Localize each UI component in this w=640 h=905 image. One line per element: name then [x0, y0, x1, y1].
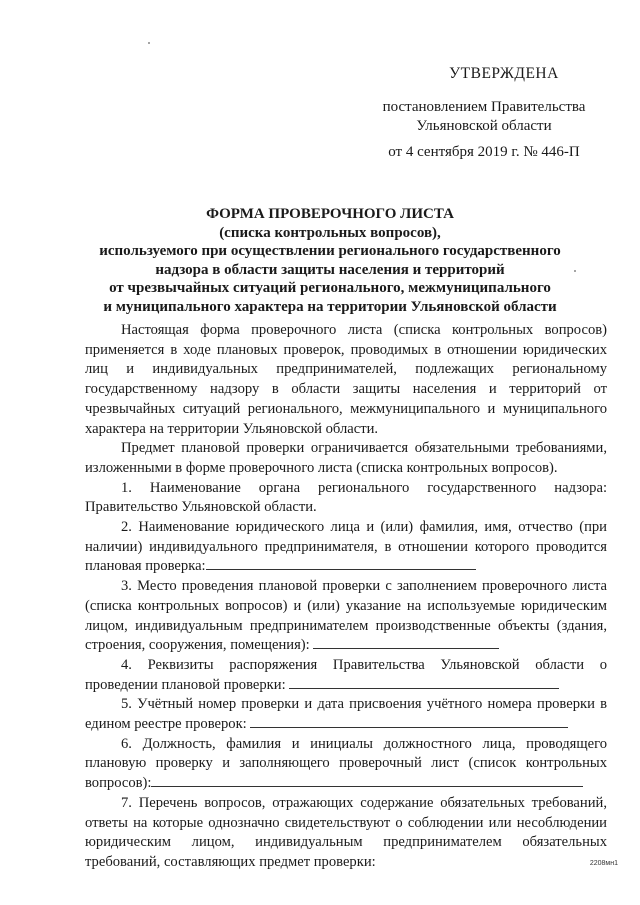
- intro-paragraph: [85, 321, 607, 439]
- approval-region: Ульяновской области: [416, 118, 552, 134]
- intro-text: Настоящая форма проверочного листа (списка контрольных вопросов) применяется в ходе плановых проверок, проводимых в отношении юридических лиц и индивидуальных предпринимателей, подлежащих региональному государственному надзору в области защиты населения и территорий от чрезвычайных ситуаций регионального, межмуниципального и муниципального характера на территории Ульяновской области.: [85, 322, 607, 437]
- item-2-text: 2. Наименование юридического лица и (или) фамилия, имя, отчество (при наличии) индивидуального предпринимателя, в отношении которого проводится плановая проверка:: [85, 519, 607, 575]
- document-title: [80, 205, 580, 317]
- item-1: [85, 479, 607, 518]
- subject-paragraph: [85, 439, 607, 478]
- item-6-fill-line: [151, 774, 583, 787]
- item-3-text: 3. Место проведения плановой проверки с заполнением проверочного листа (списка контрольных вопросов) и (или) указание на используемые юридическим лицом, индивидуальным предпринимателем производственные объекты (здания, строения, сооружения, помещения):: [85, 578, 607, 654]
- title-line: надзора в области защиты населения и территорий: [155, 261, 505, 278]
- item-2: [85, 518, 607, 577]
- item-3: [85, 577, 607, 656]
- item-5-fill-line: [250, 715, 568, 728]
- title-line: (списка контрольных вопросов),: [219, 224, 441, 241]
- item-5-text: 5. Учётный номер проверки и дата присвоения учётного номера проверки в едином реестре проверок:: [85, 696, 607, 733]
- footer-code: 2208мн1: [589, 860, 618, 867]
- approved-stamp-text: УТВЕРЖДЕНА: [449, 65, 559, 82]
- title-line: ФОРМА ПРОВЕРОЧНОГО ЛИСТА: [206, 206, 454, 222]
- item-4-fill-line: [289, 676, 559, 689]
- title-line: и муниципального характера на территории Ульяновской области: [103, 298, 557, 315]
- item-3-fill-line: [313, 636, 499, 649]
- item-6-text: 6. Должность, фамилия и инициалы должностного лица, проводящего плановую проверку и заполняющего проверочный лист (список контрольных вопросов):: [85, 735, 607, 792]
- scan-speck: [148, 42, 150, 44]
- approval-decree: постановлением Правительства: [382, 99, 586, 115]
- approval-date: от 4 сентября 2019 г. № 446-П: [388, 144, 580, 160]
- item-7: [85, 794, 607, 873]
- item-6: [85, 735, 607, 794]
- document-body: [85, 321, 607, 873]
- title-line: от чрезвычайных ситуаций регионального, межмуниципального: [109, 280, 551, 297]
- item-2-fill-line: [206, 557, 476, 570]
- item-4: [85, 656, 607, 695]
- item-5: [85, 695, 607, 734]
- subject-text: Предмет плановой проверки ограничивается обязательными требованиями, изложенными в форме проверочного листа (списка контрольных вопросов).: [85, 440, 607, 476]
- item-7-text: 7. Перечень вопросов, отражающих содержание обязательных требований, ответы на которые однозначно свидетельствуют о соблюдении или несоблюдении юридическим лицом, индивидуальным предпринимателем обязательных требований, составляющих предмет проверки:: [85, 794, 607, 870]
- item-4-text: 4. Реквизиты распоряжения Правительства Ульяновской области о проведении плановой проверки:: [85, 656, 607, 693]
- title-line: используемого при осуществлении регионального государственного: [99, 243, 561, 260]
- item-1-text: 1. Наименование органа регионального государственного надзора: Правительство Ульяновской области.: [85, 479, 607, 516]
